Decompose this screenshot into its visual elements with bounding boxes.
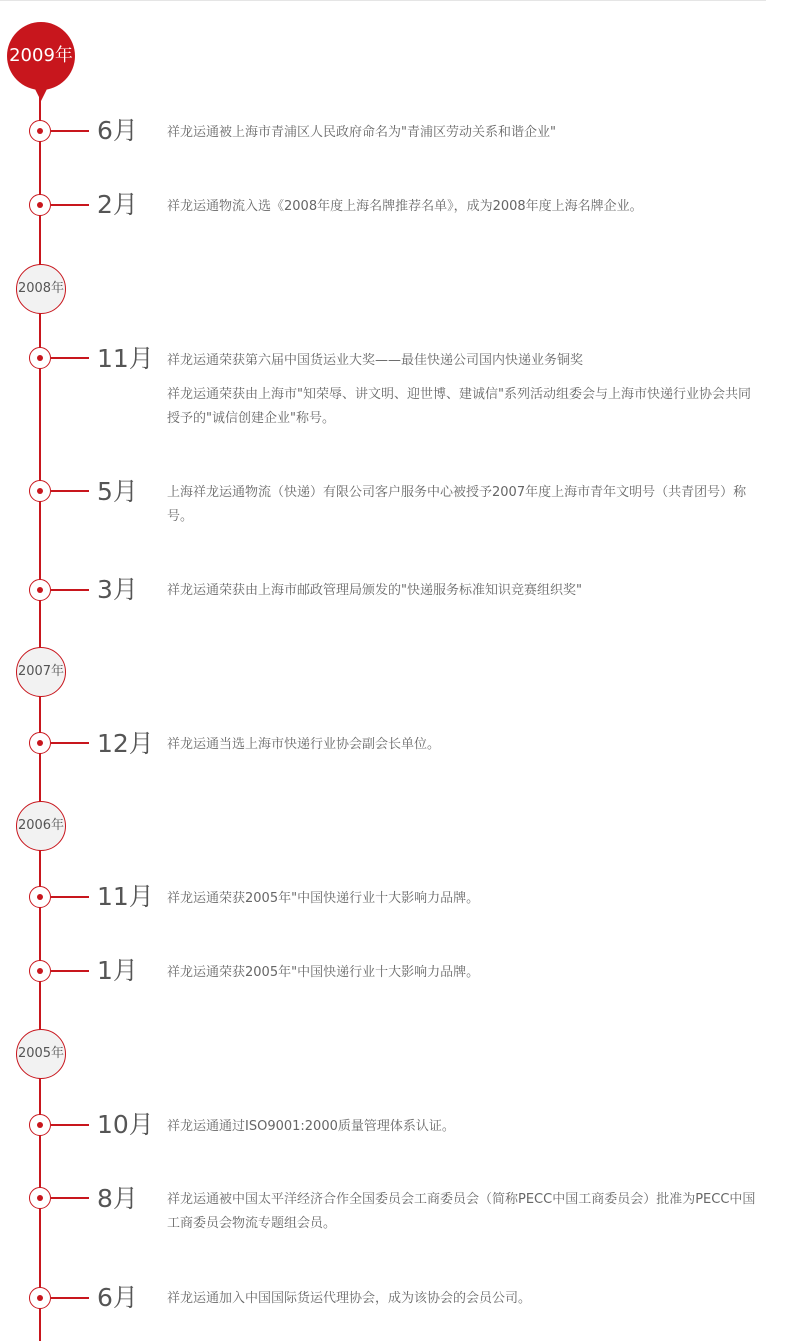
timeline-node xyxy=(29,960,51,982)
timeline-connector xyxy=(51,1297,89,1299)
event-description: 祥龙运通荣获由上海市"知荣辱、讲文明、迎世博、建诚信"系列活动组委会与上海市快递行业协会共同授予的"诚信创建企业"称号。 xyxy=(167,387,751,426)
event-month: 10月 xyxy=(97,1110,154,1139)
event-month: 11月 xyxy=(97,882,154,911)
event-description: 祥龙运通物流入选《2008年度上海名牌推荐名单》，成为2008年度上海名牌企业。 xyxy=(167,199,643,214)
event-month: 5月 xyxy=(97,477,138,506)
year-marker-2008[interactable]: 2008年 xyxy=(16,264,66,314)
event-description: 祥龙运通荣获2005年"中国快递行业十大影响力品牌。 xyxy=(167,891,480,906)
timeline-node xyxy=(29,579,51,601)
timeline-connector xyxy=(51,1124,89,1126)
timeline-node xyxy=(29,1187,51,1209)
timeline-connector xyxy=(51,970,89,972)
event-description: 祥龙运通被上海市青浦区人民政府命名为"青浦区劳动关系和谐企业" xyxy=(167,125,556,140)
timeline-connector xyxy=(51,357,89,359)
event-month: 2月 xyxy=(97,190,138,219)
timeline-node xyxy=(29,480,51,502)
event-month: 1月 xyxy=(97,956,138,985)
year-marker-2009[interactable]: 2009年 xyxy=(7,22,75,90)
timeline-node xyxy=(29,732,51,754)
timeline-node xyxy=(29,347,51,369)
event-month: 6月 xyxy=(97,1283,138,1312)
event-description: 上海祥龙运通物流（快递）有限公司客户服务中心被授予2007年度上海市青年文明号（共青团号）称号。 xyxy=(167,485,747,524)
timeline-connector xyxy=(51,1197,89,1199)
event-description: 祥龙运通荣获2005年"中国快递行业十大影响力品牌。 xyxy=(167,965,480,980)
timeline-connector xyxy=(51,490,89,492)
timeline-node xyxy=(29,1114,51,1136)
event-description: 祥龙运通被中国太平洋经济合作全国委员会工商委员会（简称PECC中国工商委员会）批准为PECC中国工商委员会物流专题组会员。 xyxy=(167,1192,756,1231)
timeline-connector xyxy=(51,130,89,132)
event-month: 8月 xyxy=(97,1184,138,1213)
timeline-node xyxy=(29,886,51,908)
timeline-node xyxy=(29,1287,51,1309)
top-divider xyxy=(0,0,766,1)
event-month: 12月 xyxy=(97,729,154,758)
event-month: 11月 xyxy=(97,344,154,373)
event-description: 祥龙运通荣获由上海市邮政管理局颁发的"快递服务标准知识竞赛组织奖" xyxy=(167,583,582,598)
timeline-node xyxy=(29,194,51,216)
timeline-connector xyxy=(51,204,89,206)
timeline-connector xyxy=(51,589,89,591)
event-description: 祥龙运通加入中国国际货运代理协会，成为该协会的会员公司。 xyxy=(167,1291,532,1306)
timeline-node xyxy=(29,120,51,142)
year-marker-2007[interactable]: 2007年 xyxy=(16,647,66,697)
event-description: 祥龙运通荣获第六届中国货运业大奖——最佳快递公司国内快递业务铜奖 xyxy=(167,353,584,368)
year-marker-2006[interactable]: 2006年 xyxy=(16,801,66,851)
year-marker-2005[interactable]: 2005年 xyxy=(16,1029,66,1079)
event-month: 6月 xyxy=(97,116,138,145)
timeline-connector xyxy=(51,896,89,898)
event-description: 祥龙运通通过ISO9001:2000质量管理体系认证。 xyxy=(167,1119,455,1134)
timeline-connector xyxy=(51,742,89,744)
event-month: 3月 xyxy=(97,575,138,604)
event-description: 祥龙运通当选上海市快递行业协会副会长单位。 xyxy=(167,737,441,752)
